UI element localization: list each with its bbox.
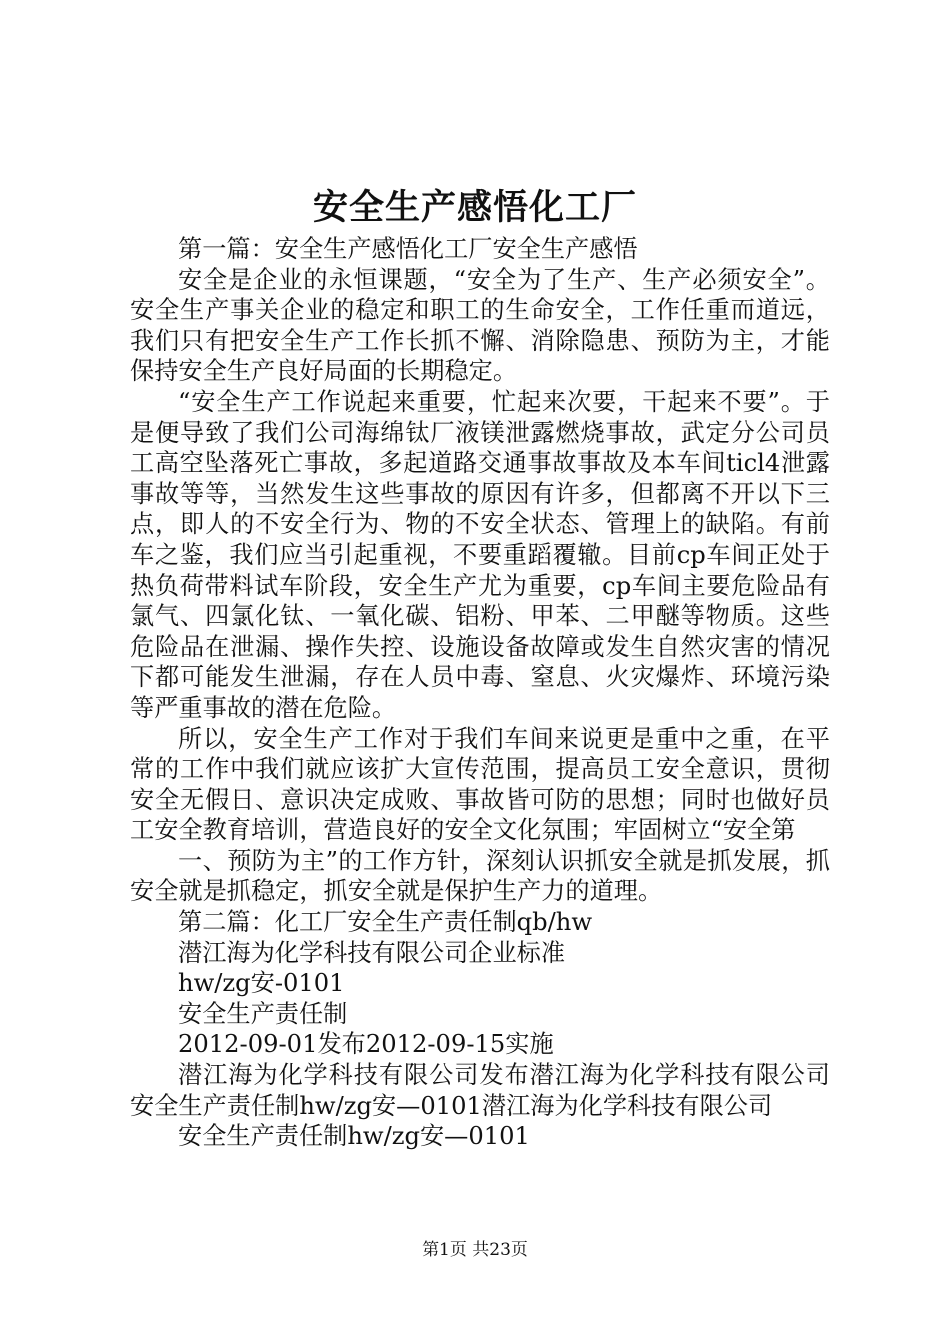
section-heading-2: 第二篇：化工厂安全生产责任制qb/hw	[178, 908, 593, 937]
standard-subtitle-line: 安全生产责任制hw/zg安—0101	[178, 1122, 530, 1151]
company-standard-line: 潜江海为化学科技有限公司企业标准	[178, 938, 566, 967]
paragraph-1: 安全是企业的永恒课题，“安全为了生产、生产必须安全”。安全生产事关企业的稳定和职工的生命安全，工作任重而道远，我们只有把安全生产工作长抓不懈、消除隐患、预防为主，才能保持安全生产良好局面的长期稳定。	[130, 265, 830, 386]
paragraph-2: “安全生产工作说起来重要，忙起来次要，干起来不要”。于是便导致了我们公司海绵钛厂液镁泄露燃烧事故，武定分公司员工高空坠落死亡事故，多起道路交通事故事故及本车间ticl4泄露事故等等，当然发生这些事故的原因有许多，但都离不开以下三点，即人的不安全行为、物的不安全状态、管理上的缺陷。有前车之鉴，我们应当引起重视，不要重蹈覆辙。目前cp车间正处于热负荷带料试车阶段，安全生产尤为重要，cp车间主要危险品有氯气、四氯化钛、一氧化碳、铝粉、甲苯、二甲醚等物质。这些危险品在泄漏、操作失控、设施设备故障或发生自然灾害的情况下都可能发生泄漏，存在人员中毒、窒息、火灾爆炸、环境污染等严重事故的潜在危险。	[130, 387, 830, 722]
page-number-footer: 第1页 共23页	[422, 1240, 528, 1260]
paragraph-4: 一、预防为主”的工作方针，深刻认识抓安全就是抓发展，抓安全就是抓稳定，抓安全就是保护生产力的道理。	[130, 846, 830, 906]
section-heading-1: 第一篇：安全生产感悟化工厂安全生产感悟	[178, 235, 638, 263]
standard-code-line: hw/zg安-0101	[178, 969, 345, 998]
document-body	[130, 234, 830, 1152]
paragraph-3: 所以，安全生产工作对于我们车间来说更是重中之重，在平常的工作中我们就应该扩大宣传范围，提高员工安全意识，贯彻安全无假日、意识决定成败、事故皆可防的思想；同时也做好员工安全教育培训，营造良好的安全文化氛围；牢固树立“安全第	[130, 724, 830, 845]
document-title: 安全生产感悟化工厂	[312, 187, 637, 228]
publish-date-line: 2012-09-01发布2012-09-15实施	[178, 1030, 554, 1059]
standard-name-line: 安全生产责任制	[178, 999, 348, 1028]
paragraph-publisher: 潜江海为化学科技有限公司发布潜江海为化学科技有限公司安全生产责任制hw/zg安—0101潜江海为化学科技有限公司	[130, 1061, 830, 1120]
